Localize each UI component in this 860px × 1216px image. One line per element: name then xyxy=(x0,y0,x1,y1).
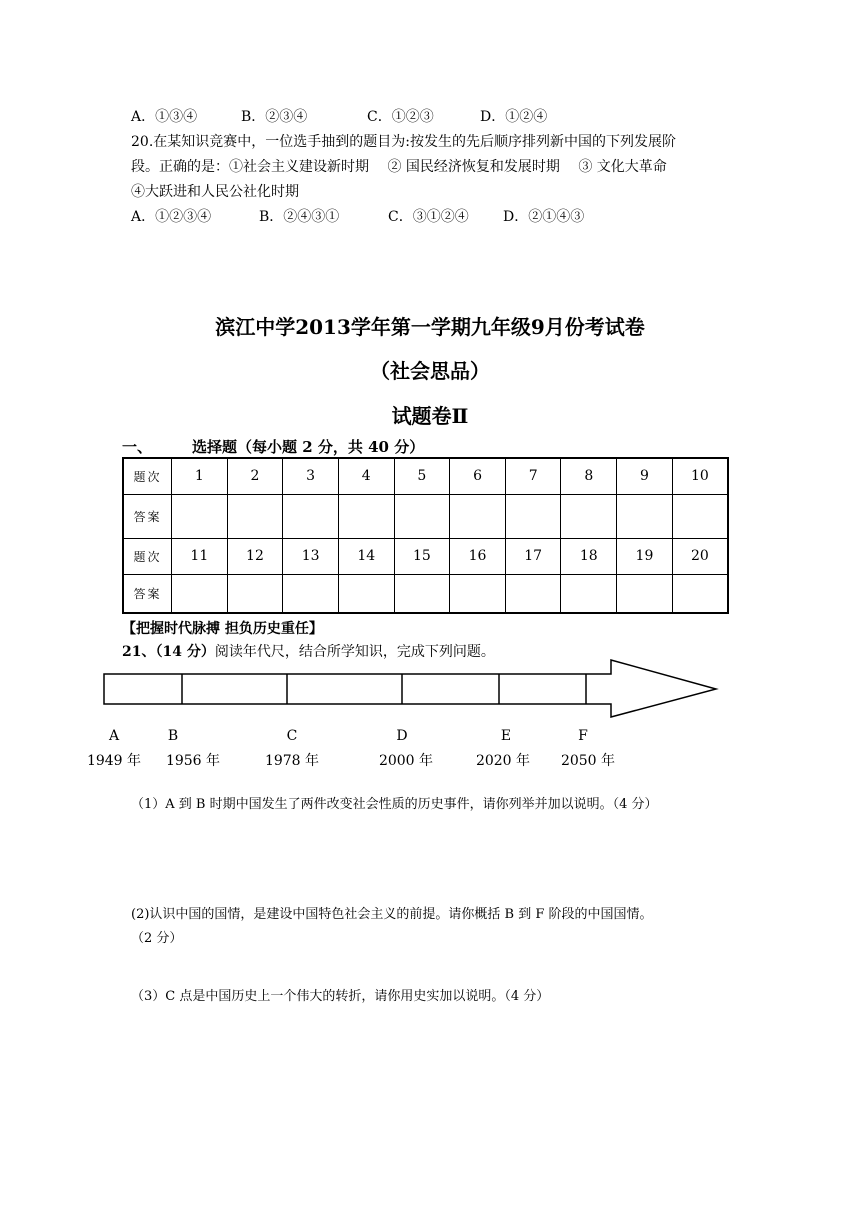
question-number-cell: 5 xyxy=(394,458,450,494)
timeline-year-d: 2000 年 xyxy=(378,753,434,769)
q21-instruction: 阅读年代尺，结合所学知识，完成下列问题。 xyxy=(214,644,495,660)
timeline-year-f: 2050 年 xyxy=(560,753,616,769)
q20-line1: 20.在某知识竞赛中，一位选手抽到的题目为:按发生的先后顺序排列新中国的下列发展阶 xyxy=(131,134,676,150)
q19-option-b: B．②③④ xyxy=(241,109,308,125)
q20-line3: ④大跃进和人民公社化时期 xyxy=(131,184,299,200)
q19-option-a: A．①③④ xyxy=(131,109,198,125)
row-label-answer: 答案 xyxy=(123,494,172,538)
question-number-cell: 7 xyxy=(505,458,561,494)
q20-line2: 段。正确的是：①社会主义建设新时期 ② 国民经济恢复和发展时期 ③ 文化大革命 xyxy=(131,159,667,175)
q21-sub3: （3）C 点是中国历史上一个伟大的转折，请你用史实加以说明。（4 分） xyxy=(131,989,550,1004)
timeline-year-e: 2020 年 xyxy=(475,753,531,769)
question-number-cell: 18 xyxy=(561,538,617,574)
question-number-cell: 14 xyxy=(338,538,394,574)
q21-number: 21、 xyxy=(122,644,156,660)
q21-sub2-line2: （2 分） xyxy=(131,931,183,946)
q20-option-a: A．①②③④ xyxy=(131,209,212,225)
q21-score: （14 分） xyxy=(155,644,215,660)
q20-option-b: B．②④③① xyxy=(259,209,340,225)
q20-option-c: C．③①②④ xyxy=(388,209,469,225)
q19-option-c: C．①②③ xyxy=(367,109,434,125)
question-number-cell: 6 xyxy=(450,458,506,494)
exam-subtitle: （社会思品） xyxy=(370,359,490,383)
q20-option-d: D．②①④③ xyxy=(503,209,585,225)
question-number-cell: 13 xyxy=(283,538,339,574)
row-label-answer: 答案 xyxy=(123,574,172,613)
question-number-cell: 4 xyxy=(338,458,394,494)
timeline-letter-e: E xyxy=(500,728,512,744)
q21-sub1: （1）A 到 B 时期中国发生了两件改变社会性质的历史事件，请你列举并加以说明。（4 分） xyxy=(131,797,658,812)
q21-sub2-line1: (2)认识中国的国情，是建设中国特色社会主义的前提。请你概括 B 到 F 阶段的中国国情。 xyxy=(131,907,653,922)
question-number-cell: 3 xyxy=(283,458,339,494)
timeline-year-b: 1956 年 xyxy=(165,753,221,769)
question-number-cell: 20 xyxy=(672,538,728,574)
timeline-letter-d: D xyxy=(396,728,408,744)
timeline-letter-b: B xyxy=(167,728,179,744)
timeline-year-c: 1978 年 xyxy=(264,753,320,769)
question-number-cell: 15 xyxy=(394,538,450,574)
question-number-cell: 11 xyxy=(172,538,228,574)
row-label-question: 题次 xyxy=(123,458,172,494)
question-number-cell: 19 xyxy=(617,538,673,574)
question-number-cell: 9 xyxy=(617,458,673,494)
timeline-letter-a: A xyxy=(108,728,120,744)
section-label: 选择题（每小题 2 分，共 40 分） xyxy=(192,438,425,456)
question-number-cell: 8 xyxy=(561,458,617,494)
exam-title: 滨江中学2013学年第一学期九年级9月份考试卷 xyxy=(215,315,645,339)
question-number-cell: 12 xyxy=(227,538,283,574)
question-number-cell: 17 xyxy=(505,538,561,574)
timeline-year-a: 1949 年 xyxy=(86,753,142,769)
paper-label: 试题卷Ⅱ xyxy=(391,404,469,428)
question-number-cell: 2 xyxy=(227,458,283,494)
question-number-cell: 16 xyxy=(450,538,506,574)
question-number-cell: 1 xyxy=(172,458,228,494)
section-theme: 【把握时代脉搏 担负历史重任】 xyxy=(122,621,323,637)
question-number-cell: 10 xyxy=(672,458,728,494)
timeline-letter-c: C xyxy=(286,728,298,744)
section-number: 一、 xyxy=(122,438,153,456)
timeline-letter-f: F xyxy=(578,728,588,744)
row-label-question: 题次 xyxy=(123,538,172,574)
q19-option-d: D．①②④ xyxy=(480,109,548,125)
